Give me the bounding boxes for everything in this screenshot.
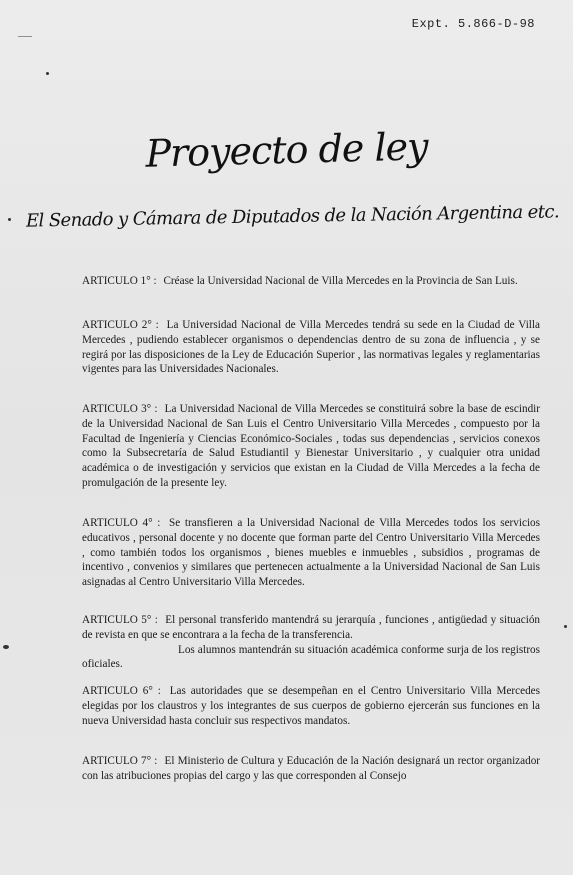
article-6: [82, 684, 540, 728]
speck: [3, 645, 9, 649]
article-text: El personal transferido mantendrá su jerarquía , funciones , antigüedad y situación de revista en que se encontrara a la fecha de la transferencia.: [82, 614, 541, 641]
speck: [46, 72, 49, 75]
article-text: Créase la Universidad Nacional de Villa Mercedes en la Provincia de San Luis.: [163, 275, 518, 287]
article-label: ARTICULO 7° :: [82, 755, 158, 767]
article-3: [82, 402, 540, 491]
article-1: [82, 274, 540, 289]
article-text: La Universidad Nacional de Villa Mercedes tendrá su sede en la Ciudad de Villa Mercedes , pudiendo establecer organismos o dependencias dentro de su zona de influencia , y se regirá por las disposiciones de la Ley de Educación Superior , las normativas legales y reglamentarias vigentes para las Universidades Nacionales.: [82, 319, 540, 376]
article-text: Se transfieren a la Universidad Nacional de Villa Mercedes todos los servicios educativos , personal docente y no docente que forman parte del Centro Universitario Villa Mercedes , como también todos los organismos , bienes muebles e inmuebles , subsidios , programas de incentivo , convenios y similares que pertenecen actualmente a la Universidad Nacional de San Luis asignadas al Centro Universitario Villa Mercedes.: [82, 517, 541, 589]
article-label: ARTICULO 3° :: [82, 403, 158, 415]
article-text: Las autoridades que se desempeñan en el Centro Universitario Villa Mercedes elegidas por los claustros y los integrantes de sus cuerpos de gobierno ejercerán sus funciones en la nueva Universidad hasta concluir sus respectivos mandatos.: [82, 685, 540, 727]
article-label: ARTICULO 6° :: [82, 685, 161, 697]
article-label: ARTICULO 5° :: [82, 614, 158, 626]
article-4: [82, 516, 540, 590]
document-title: Proyecto de ley: [144, 124, 429, 176]
article-5: [82, 613, 540, 672]
expediente-number: Expt. 5.866-D-98: [411, 17, 535, 31]
article-text: El Ministerio de Cultura y Educación de la Nación designará un rector organizador con las atribuciones propias del cargo y las que corresponden al Consejo: [82, 755, 541, 782]
speck: [8, 218, 11, 221]
article-text: La Universidad Nacional de Villa Mercedes se constituirá sobre la base de escindir de la Universidad Nacional de San Luis el Centro Universitario Villa Mercedes , compuesto por la Facultad de Ingeniería y Ciencias Económico-Sociales , todas sus dependencias , servicios conexos como la Subsecretaría de Salud Estudiantil y Bienestar Universitario , y cualquier otra unidad académica o de investigación y servicios que existan en la Ciudad de Villa Mercedes a la fecha de promulgación de la presente ley.: [82, 403, 541, 489]
speck: [18, 36, 32, 37]
article-2: [82, 318, 540, 377]
article-label: ARTICULO 1° :: [82, 275, 157, 287]
article-label: ARTICULO 4° :: [82, 517, 161, 529]
article-label: ARTICULO 2° :: [82, 319, 159, 331]
document-subtitle: El Senado y Cámara de Diputados de la Nación Argentina etc.: [25, 201, 560, 232]
article-text-continued: Los alumnos mantendrán su situación académica conforme surja de los registros oficiales.: [82, 643, 540, 671]
article-7: [82, 754, 540, 784]
speck: [564, 625, 567, 628]
